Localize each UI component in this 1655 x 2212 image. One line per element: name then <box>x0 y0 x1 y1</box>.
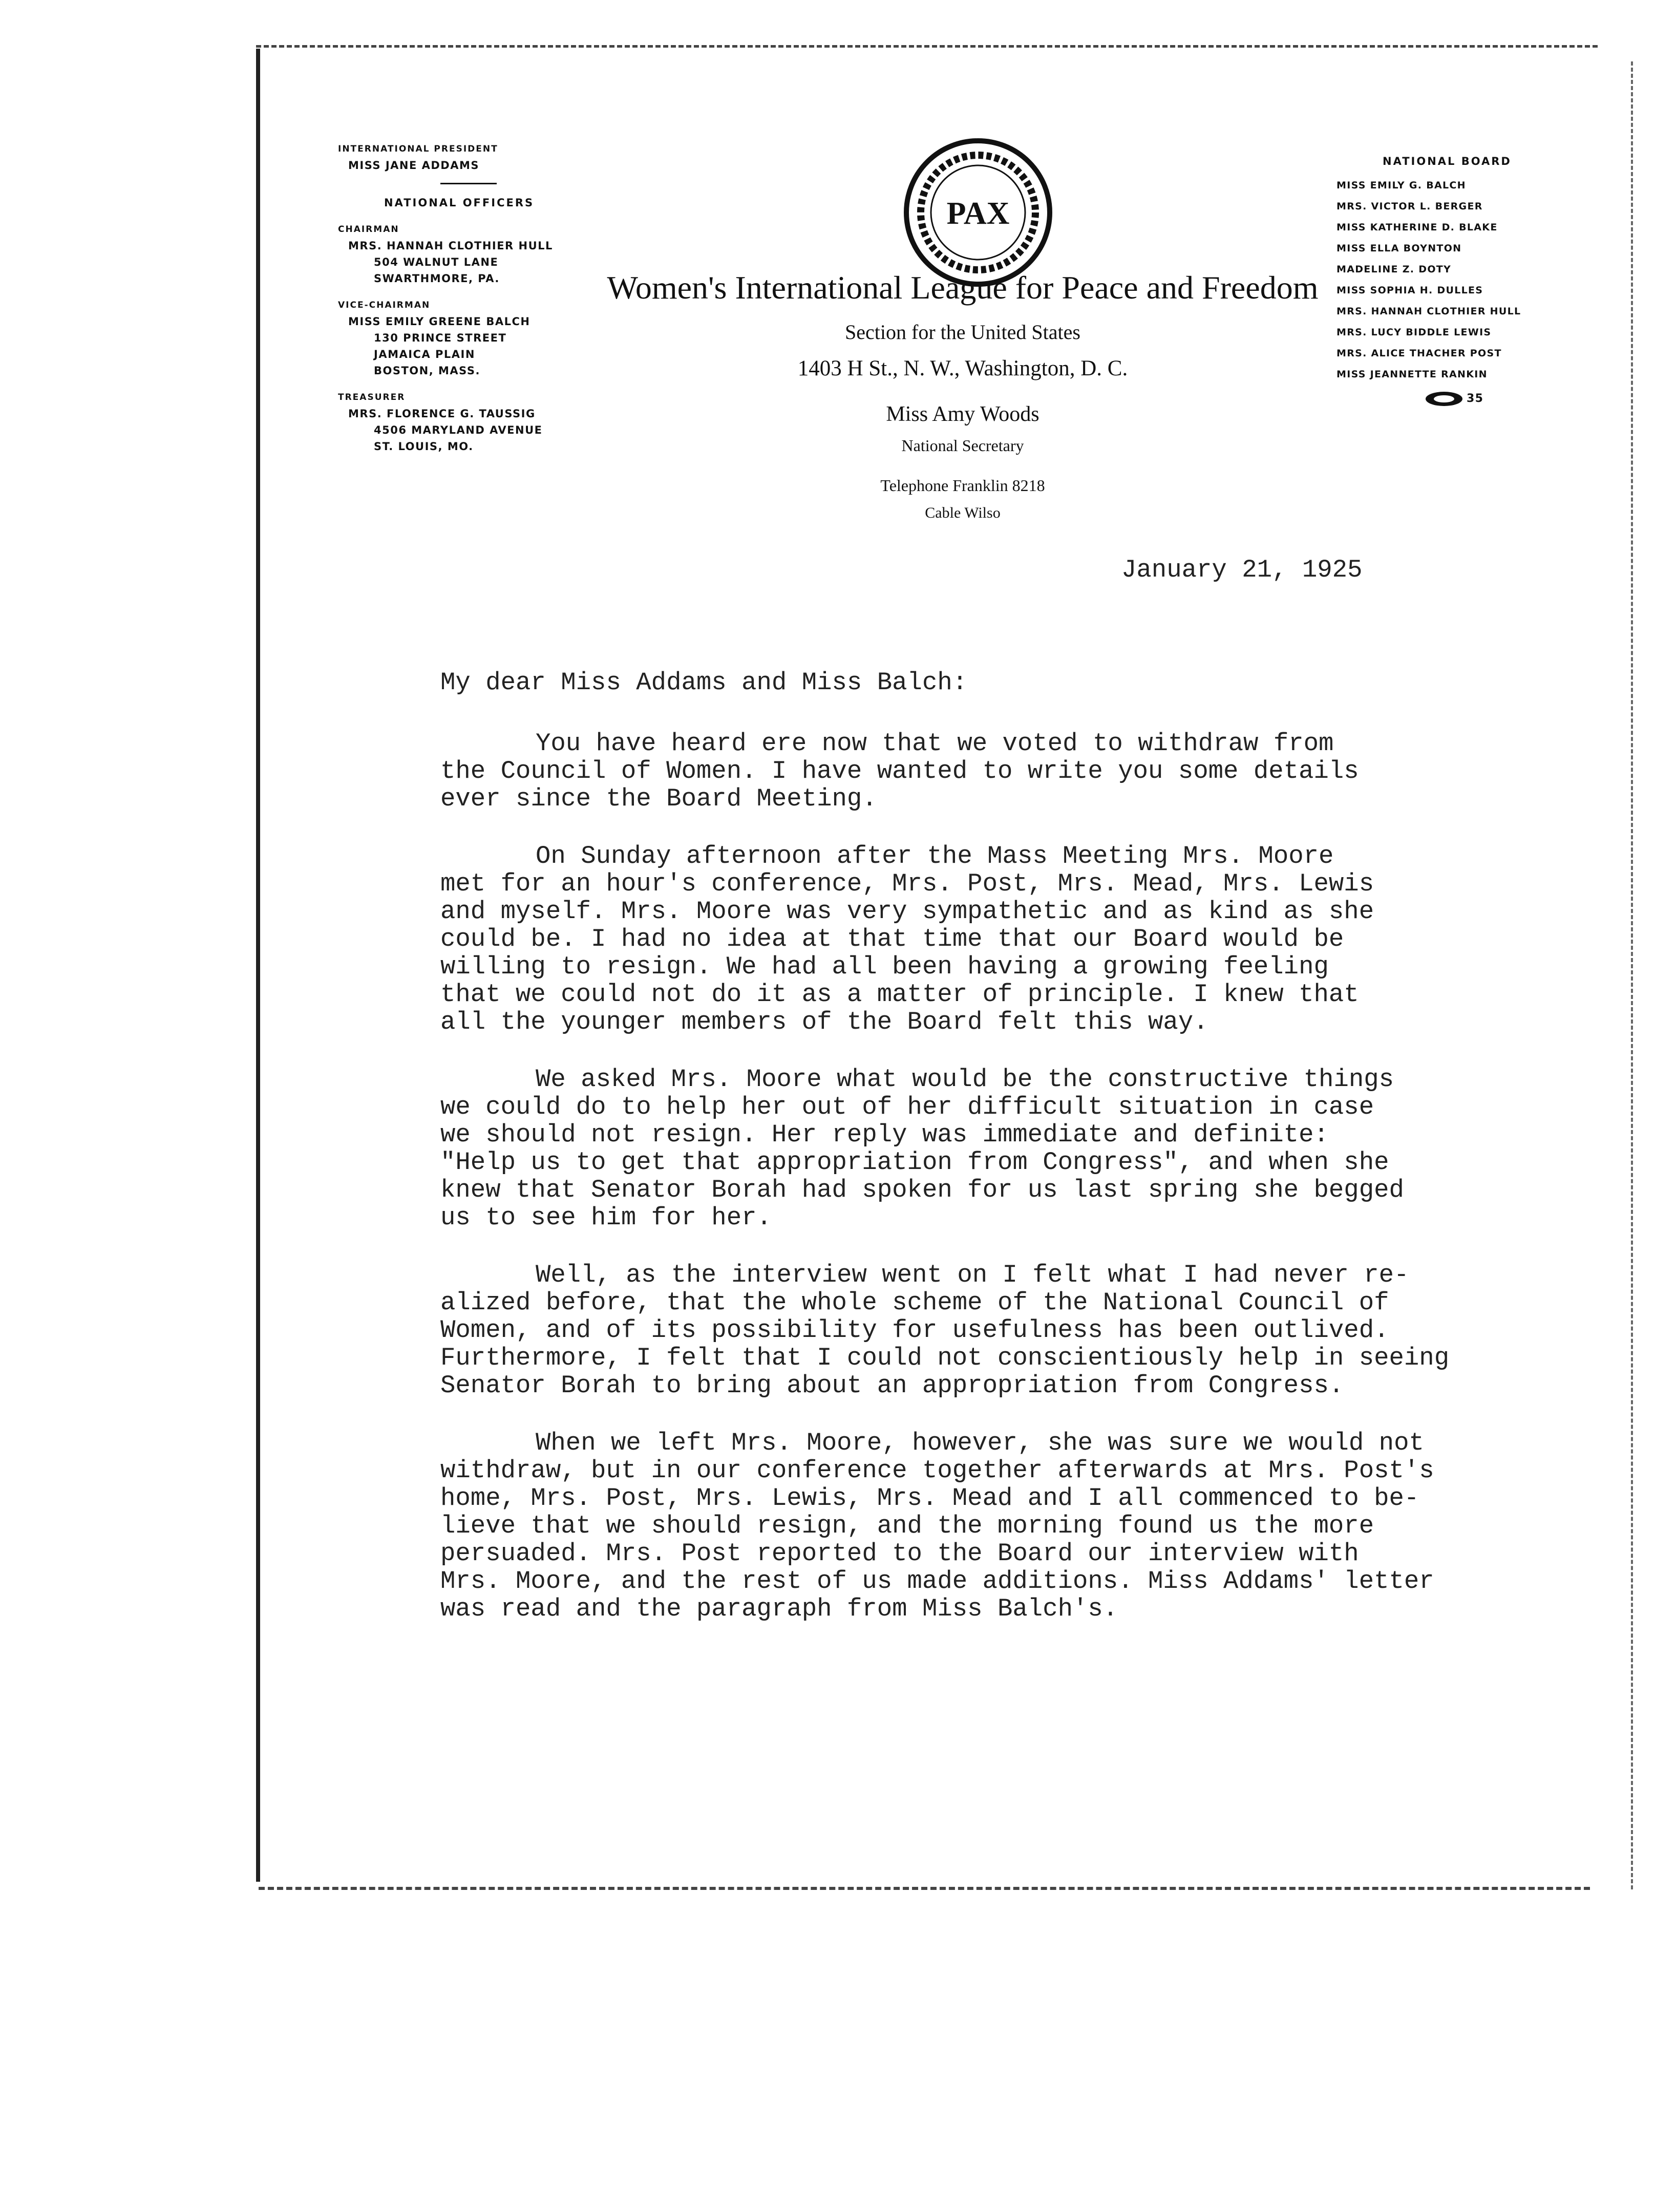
board-member: MRS. HANNAH CLOTHIER HULL <box>1336 306 1521 317</box>
vice-chairman-label: VICE-CHAIRMAN <box>338 300 431 310</box>
paragraph: Well, as the interview went on I felt what I had never re- alized before, that the whole scheme of the National Council of Women, and of its possibility for usefulness has been outlived. Furthermore, I felt that I could not conscientiously help in seeing Senator Borah to bring about an appropriation from Congress. <box>440 1261 1450 1400</box>
board-member: MISS JEANNETTE RANKIN <box>1336 369 1488 380</box>
letter-date: January 21, 1925 <box>1121 556 1363 584</box>
cable-address: Cable Wilso <box>925 504 1001 521</box>
vice-chairman-address-line: BOSTON, MASS. <box>374 365 480 377</box>
board-member: MRS. VICTOR L. BERGER <box>1336 201 1483 212</box>
organization-name: Women's International League for Peace and Freedom <box>607 269 1319 306</box>
board-member: MISS ELLA BOYNTON <box>1336 243 1462 254</box>
international-president-name: MISS JANE ADDAMS <box>348 159 480 172</box>
paragraph: We asked Mrs. Moore what would be the constructive things we could do to help her out of her difficult situation in case we should not resign. Her reply was immediate and definite: "Help us to get that appropriation from Congress", and when she knew that Senator Borah had spoken for us last spring she begged us to see him for her. <box>440 1065 1404 1232</box>
board-member: MRS. ALICE THACHER POST <box>1336 348 1502 359</box>
letter-body <box>440 730 1516 1652</box>
page-edge-right <box>1631 61 1633 1889</box>
board-member: MRS. LUCY BIDDLE LEWIS <box>1336 327 1492 338</box>
section-line: Section for the United States <box>845 321 1080 344</box>
secretary-name: Miss Amy Woods <box>886 402 1039 426</box>
board-member: MISS KATHERINE D. BLAKE <box>1336 222 1498 233</box>
national-officers-heading: NATIONAL OFFICERS <box>384 197 535 209</box>
paragraph: On Sunday afternoon after the Mass Meeting Mrs. Moore met for an hour's conference, Mrs. Post, Mrs. Mead, Mrs. Lewis and myself. Mrs. Moore was very sympathetic and as kind as she could be. I had no idea at that time that our Board would be willing to resign. We had all been having a growing feeling that we could not do it as a matter of principle. I knew that all the younger members of the Board felt this way. <box>440 842 1374 1036</box>
treasurer-label: TREASURER <box>338 392 406 402</box>
page-edge-bottom <box>259 1887 1590 1894</box>
divider <box>440 183 497 184</box>
national-board-heading: NATIONAL BOARD <box>1383 155 1512 167</box>
vice-chairman-name: MISS EMILY GREENE BALCH <box>348 315 531 328</box>
treasurer-name: MRS. FLORENCE G. TAUSSIG <box>348 408 536 420</box>
salutation: My dear Miss Addams and Miss Balch: <box>440 668 968 697</box>
union-label <box>1336 388 1603 409</box>
union-code: 35 <box>1467 392 1484 405</box>
chairman-address-line: SWARTHMORE, PA. <box>374 272 500 285</box>
secretary-role: National Secretary <box>901 436 1024 455</box>
board-member: MISS SOPHIA H. DULLES <box>1336 285 1483 296</box>
paragraph: When we left Mrs. Moore, however, she was sure we would not withdraw, but in our conference together afterwards at Mrs. Post's home, Mrs. Post, Mrs. Lewis, Mrs. Mead and I all commenced to be- lieve that we should resign, and the morning found us the more persuaded. Mrs. Post reported to the Board our interview with Mrs. Moore, and the rest of us made additions. Miss Addams' letter was read and the paragraph from Miss Balch's. <box>440 1429 1434 1623</box>
vice-chairman-address-line: 130 PRINCE STREET <box>374 332 507 344</box>
treasurer-address-line: 4506 MARYLAND AVENUE <box>374 424 543 436</box>
office-address: 1403 H St., N. W., Washington, D. C. <box>797 356 1128 380</box>
pax-seal-logo <box>901 136 1055 289</box>
page-edge-left <box>256 49 260 1882</box>
chairman-name: MRS. HANNAH CLOTHIER HULL <box>348 240 553 252</box>
telephone: Telephone Franklin 8218 <box>880 476 1045 495</box>
union-bug-icon <box>1424 390 1465 408</box>
national-board-list <box>1336 151 1603 409</box>
international-president-label: INTERNATIONAL PRESIDENT <box>338 144 498 154</box>
treasurer-address-line: ST. LOUIS, MO. <box>374 440 474 453</box>
board-member: MISS EMILY G. BALCH <box>1336 180 1466 191</box>
vice-chairman-address-line: JAMAICA PLAIN <box>374 348 475 360</box>
chairman-address-line: 504 WALNUT LANE <box>374 256 499 268</box>
paragraph: You have heard ere now that we voted to withdraw from the Council of Women. I have wanted to write you some details ever since the Board Meeting. <box>440 729 1359 813</box>
page-edge-top <box>256 45 1598 53</box>
board-member: MADELINE Z. DOTY <box>1336 264 1452 275</box>
chairman-label: CHAIRMAN <box>338 224 399 235</box>
seal-text: PAX <box>946 196 1010 231</box>
